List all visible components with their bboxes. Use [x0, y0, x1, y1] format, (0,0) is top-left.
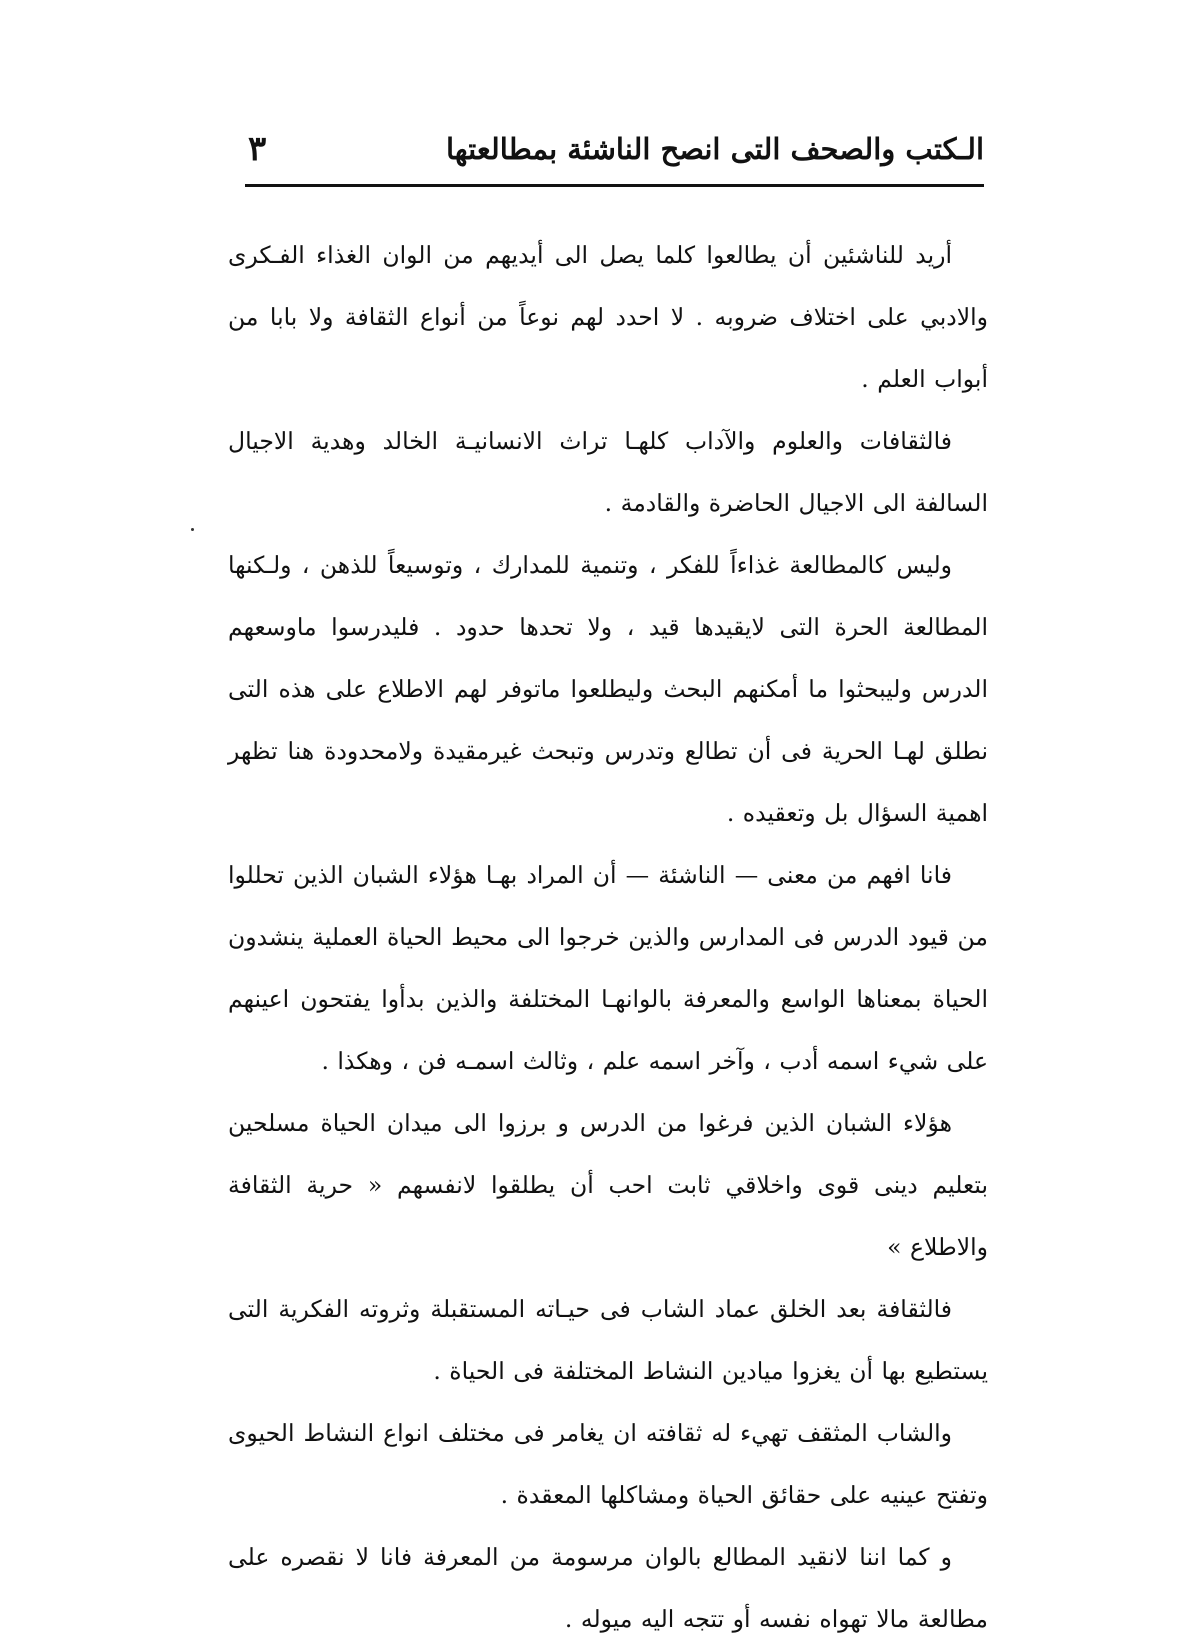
paragraph: فالثقافات والعلوم والآداب كلهـا تراث الانسانيـة الخالد وهدية الاجيال السالفة الى الاجيال الحاضرة والقادمة .: [228, 427, 988, 517]
running-title: الـكتب والصحف التى انصح الناشئة بمطالعتها: [445, 131, 984, 166]
paragraph: والشاب المثقف تهيء له ثقافته ان يغامر فى مختلف انواع النشاط الحيوى وتفتح عينيه على حقائق الحياة ومشاكلها المعقدة .: [228, 1419, 988, 1509]
paragraph: فالثقافة بعد الخلق عماد الشاب فى حيـاته المستقبلة وثروته الفكرية التى يستطيع بها أن يغزوا ميادين النشاط المختلفة فى الحياة .: [228, 1295, 988, 1385]
paragraph: أريد للناشئين أن يطالعوا كلما يصل الى أيديهم من الوان الغذاء الفـكرى والادبي على اختلاف ضروبه . لا احدد لهم نوعاً من أنواع الثقافة ولا بابا من أبواب العلم .: [228, 241, 988, 393]
paragraph: و كما اننا لانقيد المطالع بالوان مرسومة من المعرفة فانا لا نقصره على مطالعة مالا تهواه نفسه أو تتجه اليه ميوله .: [228, 1543, 988, 1633]
page-number: ٣: [248, 129, 267, 169]
paragraph: فانا افهم من معنى — الناشئة — أن المراد بهـا هؤلاء الشبان الذين تحللوا من قيود الدرس فى المدارس والذين خرجوا الى محيط الحياة العملية ينشدون الحياة بمعناها الواسع والمعرفة بالوانهـا المختلفة والذين بدأوا يفتحون اعينهم على شيء اسمه أدب ، وآخر اسمه علم ، وثالث اسمـه فن ، وهكذا .: [228, 861, 988, 1075]
paragraph: وليس كالمطالعة غذاءاً للفكر ، وتنمية للمدارك ، وتوسيعاً للذهن ، ولـكنها المطالعة الحرة التى لايقيدها قيد ، ولا تحدها حدود . فليدرسوا ماوسعهم الدرس وليبحثوا ما أمكنهم البحث وليطلعوا ماتوفر لهم الاطلاع على هذه التى نطلق لهـا الحرية فى أن تطالع وتدرس وتبحث غيرمقيدة ولامحدودة هنا تظهر اهمية السؤال بل وتعقيده .: [228, 551, 988, 827]
page-header: [248, 118, 984, 180]
header-divider: [245, 184, 984, 187]
body-text: [228, 224, 988, 1650]
margin-speck: [191, 528, 194, 531]
paragraph: هؤلاء الشبان الذين فرغوا من الدرس و برزوا الى ميدان الحياة مسلحين بتعليم دينى قوى واخلاقي ثابت احب أن يطلقوا لانفسهم « حرية الثقافة والاطلاع »: [228, 1109, 988, 1261]
